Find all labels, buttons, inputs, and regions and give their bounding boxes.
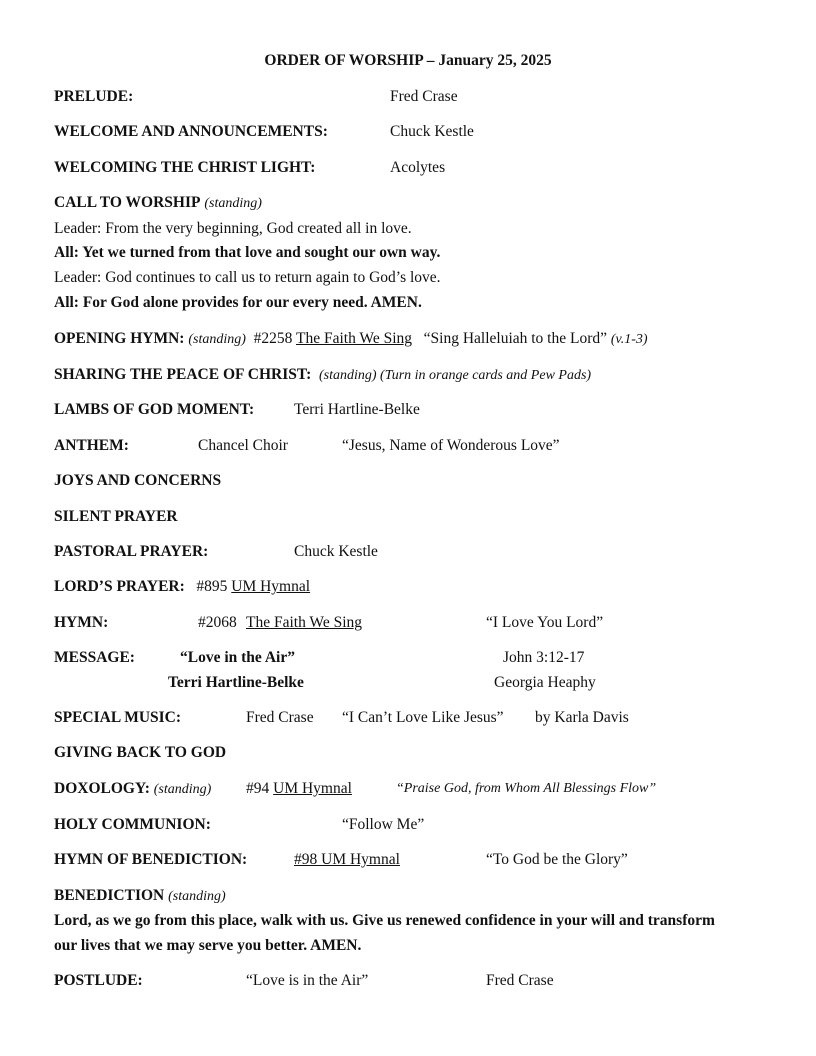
peace-label: SHARING THE PEACE OF CHRIST:: [54, 366, 312, 383]
hymn-book: The Faith We Sing: [246, 614, 363, 631]
welcome-label: WELCOME AND ANNOUNCEMENTS:: [54, 123, 328, 140]
communion-title: “Follow Me”: [342, 816, 425, 833]
lords-prayer-book: UM Hymnal: [231, 578, 311, 595]
special-music-title: “I Can’t Love Like Jesus”: [342, 709, 504, 726]
benediction-line: Lord, as we go from this place, walk with us. Give us renewed confidence in your will and transform: [54, 912, 715, 929]
prelude-value: Fred Crase: [390, 88, 458, 105]
benediction-hymn-label: HYMN OF BENEDICTION:: [54, 851, 248, 868]
prelude-label: PRELUDE:: [54, 88, 134, 105]
benediction-hymn-title: “To God be the Glory”: [486, 851, 628, 868]
doxology-title: “Praise God, from Whom All Blessings Flow”: [396, 781, 657, 796]
silent-prayer-heading: SILENT PRAYER: [54, 508, 178, 525]
benediction-heading: [54, 886, 226, 907]
lambs-label: LAMBS OF GOD MOMENT:: [54, 401, 255, 418]
anthem-choir: Chancel Choir: [198, 437, 288, 454]
benediction-hymn-book: #98 UM Hymnal: [294, 851, 400, 868]
opening-hymn-book: The Faith We Sing: [296, 330, 413, 347]
hymn-title: “I Love You Lord”: [486, 614, 604, 631]
call-to-worship-note: (standing): [204, 196, 262, 211]
opening-hymn-label: OPENING HYMN:: [54, 330, 185, 347]
hymn-label: HYMN:: [54, 614, 109, 631]
opening-hymn-title: “Sing Halleluiah to the Lord”: [423, 330, 608, 347]
communion-label: HOLY COMMUNION:: [54, 816, 211, 833]
pastoral-prayer-label: PASTORAL PRAYER:: [54, 543, 209, 560]
call-to-worship-heading: [54, 193, 262, 214]
message-title: “Love in the Air”: [180, 649, 295, 666]
peace-note: (standing) (Turn in orange cards and Pew Pads): [318, 368, 592, 383]
lords-prayer-row: [54, 577, 310, 597]
christ-light-value: Acolytes: [390, 159, 446, 176]
message-scripture: John 3:12-17: [503, 649, 585, 666]
anthem-label: ANTHEM:: [54, 437, 129, 454]
doxology-label: DOXOLOGY:: [54, 780, 150, 797]
special-music-performer: Fred Crase: [246, 709, 314, 726]
special-music-composer: by Karla Davis: [535, 709, 629, 726]
litany-line: Leader: From the very beginning, God created all in love.: [54, 220, 412, 237]
postlude-performer: Fred Crase: [486, 972, 554, 989]
litany-line: Leader: God continues to call us to return again to God’s love.: [54, 269, 441, 286]
opening-hymn-verses: (v.1-3): [610, 332, 648, 347]
message-label: MESSAGE:: [54, 649, 135, 666]
benediction-note: (standing): [168, 889, 226, 904]
message-speaker: Terri Hartline-Belke: [168, 674, 304, 691]
joys-heading: JOYS AND CONCERNS: [54, 472, 222, 489]
lords-prayer-label: LORD’S PRAYER:: [54, 578, 185, 595]
doxology-note: (standing): [153, 782, 212, 797]
lambs-value: Terri Hartline-Belke: [294, 401, 420, 418]
opening-hymn-number: #2258: [253, 330, 293, 347]
doxology-number: #94: [246, 780, 270, 797]
postlude-label: POSTLUDE:: [54, 972, 143, 989]
peace-row: [54, 365, 591, 386]
message-reader: Georgia Heaphy: [494, 674, 596, 691]
postlude-title: “Love is in the Air”: [246, 972, 369, 989]
giving-heading: GIVING BACK TO GOD: [54, 744, 227, 761]
special-music-label: SPECIAL MUSIC:: [54, 709, 182, 726]
litany-line: All: Yet we turned from that love and sought our own way.: [54, 244, 441, 261]
benediction-line: our lives that we may serve you better. AMEN.: [54, 937, 362, 954]
benediction-label: BENEDICTION: [54, 887, 165, 904]
litany-line: All: For God alone provides for our every need. AMEN.: [54, 294, 422, 311]
welcome-value: Chuck Kestle: [390, 123, 474, 140]
pastoral-prayer-value: Chuck Kestle: [294, 543, 378, 560]
christ-light-label: WELCOMING THE CHRIST LIGHT:: [54, 159, 316, 176]
anthem-title: “Jesus, Name of Wonderous Love”: [342, 437, 560, 454]
page-title: ORDER OF WORSHIP – January 25, 2025: [264, 52, 552, 69]
opening-hymn-row: [54, 329, 648, 350]
call-to-worship-label: CALL TO WORSHIP: [54, 194, 201, 211]
doxology-book: UM Hymnal: [273, 780, 352, 797]
opening-hymn-note: (standing): [188, 332, 246, 347]
lords-prayer-number: #895: [196, 578, 228, 595]
hymn-number: #2068: [198, 614, 237, 631]
